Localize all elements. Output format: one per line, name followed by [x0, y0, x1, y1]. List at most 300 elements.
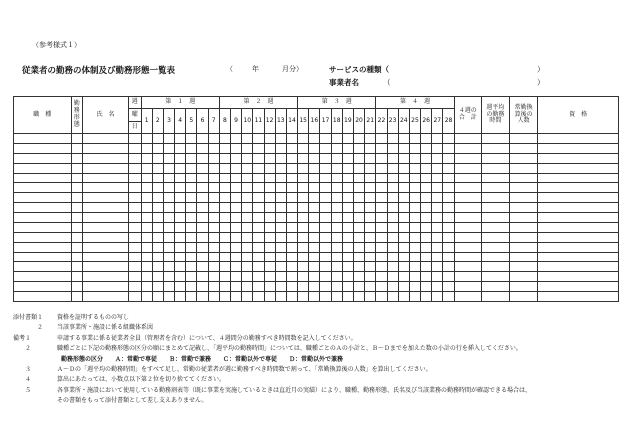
- table-cell[interactable]: [253, 143, 264, 153]
- table-cell[interactable]: [309, 203, 320, 213]
- table-cell[interactable]: [242, 173, 253, 183]
- table-cell[interactable]: [163, 232, 174, 242]
- table-cell[interactable]: [309, 143, 320, 153]
- table-cell[interactable]: [129, 242, 142, 252]
- table-cell[interactable]: [376, 252, 387, 262]
- table-cell[interactable]: [286, 232, 297, 242]
- table-cell[interactable]: [309, 193, 320, 203]
- table-cell[interactable]: [538, 153, 619, 163]
- table-cell[interactable]: [264, 203, 275, 213]
- table-cell[interactable]: [365, 193, 376, 203]
- table-cell[interactable]: [231, 213, 242, 223]
- table-cell[interactable]: [286, 193, 297, 203]
- table-cell[interactable]: [197, 282, 208, 292]
- table-cell[interactable]: [365, 262, 376, 272]
- table-cell[interactable]: [208, 282, 219, 292]
- table-cell[interactable]: [387, 193, 398, 203]
- table-cell[interactable]: [398, 203, 409, 213]
- table-cell[interactable]: [432, 272, 443, 282]
- table-cell[interactable]: [510, 262, 538, 272]
- table-cell[interactable]: [129, 193, 142, 203]
- table-cell[interactable]: [208, 203, 219, 213]
- table-cell[interactable]: [197, 153, 208, 163]
- table-cell[interactable]: [398, 222, 409, 232]
- table-cell[interactable]: [421, 193, 432, 203]
- table-cell[interactable]: [286, 262, 297, 272]
- table-cell[interactable]: [253, 292, 264, 302]
- table-cell[interactable]: [197, 203, 208, 213]
- table-cell[interactable]: [331, 252, 342, 262]
- table-cell[interactable]: [286, 222, 297, 232]
- table-cell[interactable]: [71, 252, 83, 262]
- table-cell[interactable]: [320, 143, 331, 153]
- table-cell[interactable]: [387, 143, 398, 153]
- table-cell[interactable]: [342, 134, 353, 144]
- table-cell[interactable]: [231, 134, 242, 144]
- table-cell[interactable]: [152, 232, 163, 242]
- table-cell[interactable]: [443, 232, 454, 242]
- table-cell[interactable]: [481, 163, 509, 173]
- table-cell[interactable]: [71, 242, 83, 252]
- table-cell[interactable]: [510, 292, 538, 302]
- table-cell[interactable]: [538, 213, 619, 223]
- table-cell[interactable]: [320, 163, 331, 173]
- table-cell[interactable]: [14, 143, 72, 153]
- table-cell[interactable]: [197, 163, 208, 173]
- table-cell[interactable]: [286, 134, 297, 144]
- table-cell[interactable]: [398, 242, 409, 252]
- table-cell[interactable]: [253, 222, 264, 232]
- table-cell[interactable]: [320, 232, 331, 242]
- table-cell[interactable]: [71, 292, 83, 302]
- table-cell[interactable]: [242, 252, 253, 262]
- table-cell[interactable]: [186, 203, 197, 213]
- table-cell[interactable]: [432, 143, 443, 153]
- table-cell[interactable]: [219, 173, 230, 183]
- table-cell[interactable]: [443, 193, 454, 203]
- table-cell[interactable]: [253, 183, 264, 193]
- table-cell[interactable]: [163, 262, 174, 272]
- table-cell[interactable]: [481, 232, 509, 242]
- table-cell[interactable]: [197, 183, 208, 193]
- table-cell[interactable]: [175, 173, 186, 183]
- table-cell[interactable]: [353, 252, 364, 262]
- table-cell[interactable]: [331, 203, 342, 213]
- table-cell[interactable]: [331, 163, 342, 173]
- table-cell[interactable]: [443, 143, 454, 153]
- table-cell[interactable]: [186, 252, 197, 262]
- table-cell[interactable]: [353, 213, 364, 223]
- table-cell[interactable]: [253, 153, 264, 163]
- table-cell[interactable]: [286, 242, 297, 252]
- table-cell[interactable]: [163, 193, 174, 203]
- table-cell[interactable]: [387, 222, 398, 232]
- table-cell[interactable]: [309, 292, 320, 302]
- table-cell[interactable]: [275, 272, 286, 282]
- table-cell[interactable]: [186, 222, 197, 232]
- table-cell[interactable]: [208, 252, 219, 262]
- table-cell[interactable]: [197, 292, 208, 302]
- table-cell[interactable]: [175, 153, 186, 163]
- table-cell[interactable]: [71, 193, 83, 203]
- table-cell[interactable]: [398, 193, 409, 203]
- table-cell[interactable]: [163, 282, 174, 292]
- table-cell[interactable]: [421, 153, 432, 163]
- table-cell[interactable]: [298, 163, 309, 173]
- table-cell[interactable]: [264, 193, 275, 203]
- table-cell[interactable]: [331, 272, 342, 282]
- table-cell[interactable]: [454, 282, 481, 292]
- table-cell[interactable]: [342, 173, 353, 183]
- table-cell[interactable]: [197, 143, 208, 153]
- table-cell[interactable]: [376, 183, 387, 193]
- table-cell[interactable]: [129, 203, 142, 213]
- table-cell[interactable]: [129, 183, 142, 193]
- table-cell[interactable]: [219, 143, 230, 153]
- table-cell[interactable]: [342, 222, 353, 232]
- table-cell[interactable]: [309, 282, 320, 292]
- table-cell[interactable]: [421, 252, 432, 262]
- table-cell[interactable]: [219, 222, 230, 232]
- table-cell[interactable]: [175, 242, 186, 252]
- table-cell[interactable]: [342, 163, 353, 173]
- table-cell[interactable]: [141, 183, 152, 193]
- table-cell[interactable]: [365, 272, 376, 282]
- table-cell[interactable]: [432, 213, 443, 223]
- table-cell[interactable]: [129, 173, 142, 183]
- table-cell[interactable]: [264, 213, 275, 223]
- table-cell[interactable]: [481, 262, 509, 272]
- table-cell[interactable]: [242, 183, 253, 193]
- table-cell[interactable]: [219, 193, 230, 203]
- table-cell[interactable]: [231, 252, 242, 262]
- table-cell[interactable]: [231, 242, 242, 252]
- table-cell[interactable]: [481, 173, 509, 183]
- table-cell[interactable]: [331, 153, 342, 163]
- table-cell[interactable]: [353, 222, 364, 232]
- table-cell[interactable]: [481, 292, 509, 302]
- table-cell[interactable]: [186, 272, 197, 282]
- table-cell[interactable]: [454, 213, 481, 223]
- table-cell[interactable]: [186, 292, 197, 302]
- table-cell[interactable]: [432, 282, 443, 292]
- table-cell[interactable]: [376, 134, 387, 144]
- table-cell[interactable]: [387, 282, 398, 292]
- table-cell[interactable]: [152, 183, 163, 193]
- table-cell[interactable]: [365, 163, 376, 173]
- table-cell[interactable]: [275, 252, 286, 262]
- table-cell[interactable]: [331, 134, 342, 144]
- table-cell[interactable]: [208, 143, 219, 153]
- table-cell[interactable]: [186, 193, 197, 203]
- table-cell[interactable]: [275, 163, 286, 173]
- table-cell[interactable]: [219, 282, 230, 292]
- table-cell[interactable]: [387, 183, 398, 193]
- table-cell[interactable]: [197, 262, 208, 272]
- table-cell[interactable]: [186, 232, 197, 242]
- table-cell[interactable]: [376, 193, 387, 203]
- table-cell[interactable]: [208, 173, 219, 183]
- table-cell[interactable]: [298, 242, 309, 252]
- table-cell[interactable]: [298, 232, 309, 242]
- table-cell[interactable]: [365, 143, 376, 153]
- table-cell[interactable]: [421, 282, 432, 292]
- table-cell[interactable]: [264, 242, 275, 252]
- table-cell[interactable]: [219, 262, 230, 272]
- table-cell[interactable]: [342, 272, 353, 282]
- table-cell[interactable]: [398, 213, 409, 223]
- table-cell[interactable]: [454, 153, 481, 163]
- table-cell[interactable]: [83, 213, 129, 223]
- table-cell[interactable]: [175, 252, 186, 262]
- table-cell[interactable]: [481, 213, 509, 223]
- table-cell[interactable]: [365, 134, 376, 144]
- table-cell[interactable]: [365, 242, 376, 252]
- table-cell[interactable]: [152, 282, 163, 292]
- table-cell[interactable]: [242, 163, 253, 173]
- table-cell[interactable]: [398, 272, 409, 282]
- table-cell[interactable]: [14, 183, 72, 193]
- table-cell[interactable]: [342, 153, 353, 163]
- table-cell[interactable]: [409, 262, 420, 272]
- table-cell[interactable]: [342, 183, 353, 193]
- table-cell[interactable]: [443, 242, 454, 252]
- table-cell[interactable]: [443, 213, 454, 223]
- table-cell[interactable]: [320, 262, 331, 272]
- table-cell[interactable]: [510, 173, 538, 183]
- table-cell[interactable]: [242, 134, 253, 144]
- table-cell[interactable]: [510, 203, 538, 213]
- table-cell[interactable]: [481, 143, 509, 153]
- table-cell[interactable]: [175, 292, 186, 302]
- table-cell[interactable]: [129, 232, 142, 242]
- table-cell[interactable]: [342, 292, 353, 302]
- table-cell[interactable]: [219, 232, 230, 242]
- table-cell[interactable]: [298, 193, 309, 203]
- table-cell[interactable]: [186, 173, 197, 183]
- table-cell[interactable]: [186, 163, 197, 173]
- table-cell[interactable]: [409, 232, 420, 242]
- table-cell[interactable]: [443, 292, 454, 302]
- table-cell[interactable]: [331, 242, 342, 252]
- table-cell[interactable]: [152, 242, 163, 252]
- table-cell[interactable]: [219, 292, 230, 302]
- table-cell[interactable]: [163, 252, 174, 262]
- table-cell[interactable]: [353, 193, 364, 203]
- table-cell[interactable]: [175, 163, 186, 173]
- table-cell[interactable]: [208, 153, 219, 163]
- table-cell[interactable]: [409, 222, 420, 232]
- table-cell[interactable]: [298, 173, 309, 183]
- table-cell[interactable]: [387, 163, 398, 173]
- table-cell[interactable]: [152, 134, 163, 144]
- table-cell[interactable]: [365, 222, 376, 232]
- table-cell[interactable]: [71, 213, 83, 223]
- table-cell[interactable]: [421, 173, 432, 183]
- table-cell[interactable]: [421, 272, 432, 282]
- table-cell[interactable]: [14, 272, 72, 282]
- table-cell[interactable]: [253, 282, 264, 292]
- table-cell[interactable]: [443, 282, 454, 292]
- table-cell[interactable]: [208, 242, 219, 252]
- table-cell[interactable]: [71, 134, 83, 144]
- table-cell[interactable]: [454, 242, 481, 252]
- table-cell[interactable]: [231, 272, 242, 282]
- table-cell[interactable]: [242, 262, 253, 272]
- table-cell[interactable]: [253, 203, 264, 213]
- table-cell[interactable]: [83, 173, 129, 183]
- table-cell[interactable]: [231, 163, 242, 173]
- table-cell[interactable]: [71, 163, 83, 173]
- table-cell[interactable]: [309, 134, 320, 144]
- table-cell[interactable]: [538, 252, 619, 262]
- table-cell[interactable]: [342, 262, 353, 272]
- table-cell[interactable]: [141, 153, 152, 163]
- table-cell[interactable]: [286, 213, 297, 223]
- table-cell[interactable]: [376, 173, 387, 183]
- table-cell[interactable]: [387, 252, 398, 262]
- table-cell[interactable]: [242, 193, 253, 203]
- table-cell[interactable]: [432, 173, 443, 183]
- table-cell[interactable]: [331, 292, 342, 302]
- table-cell[interactable]: [141, 173, 152, 183]
- table-cell[interactable]: [163, 272, 174, 282]
- table-cell[interactable]: [398, 232, 409, 242]
- table-cell[interactable]: [331, 282, 342, 292]
- table-cell[interactable]: [286, 163, 297, 173]
- table-cell[interactable]: [264, 282, 275, 292]
- table-cell[interactable]: [331, 222, 342, 232]
- table-cell[interactable]: [231, 153, 242, 163]
- table-cell[interactable]: [454, 173, 481, 183]
- table-cell[interactable]: [538, 262, 619, 272]
- table-cell[interactable]: [83, 203, 129, 213]
- table-cell[interactable]: [197, 134, 208, 144]
- table-cell[interactable]: [421, 262, 432, 272]
- table-cell[interactable]: [298, 153, 309, 163]
- table-cell[interactable]: [14, 213, 72, 223]
- table-cell[interactable]: [376, 292, 387, 302]
- table-cell[interactable]: [387, 262, 398, 272]
- table-cell[interactable]: [510, 143, 538, 153]
- table-cell[interactable]: [186, 213, 197, 223]
- table-cell[interactable]: [264, 173, 275, 183]
- table-cell[interactable]: [409, 282, 420, 292]
- table-cell[interactable]: [253, 134, 264, 144]
- table-cell[interactable]: [443, 262, 454, 272]
- table-cell[interactable]: [331, 262, 342, 272]
- table-cell[interactable]: [141, 203, 152, 213]
- table-cell[interactable]: [481, 242, 509, 252]
- table-cell[interactable]: [231, 232, 242, 242]
- table-cell[interactable]: [454, 252, 481, 262]
- table-cell[interactable]: [141, 292, 152, 302]
- table-cell[interactable]: [286, 252, 297, 262]
- table-cell[interactable]: [231, 193, 242, 203]
- table-cell[interactable]: [175, 262, 186, 272]
- table-cell[interactable]: [432, 292, 443, 302]
- table-cell[interactable]: [342, 143, 353, 153]
- table-cell[interactable]: [264, 222, 275, 232]
- table-cell[interactable]: [538, 232, 619, 242]
- table-cell[interactable]: [264, 183, 275, 193]
- table-cell[interactable]: [129, 252, 142, 262]
- table-cell[interactable]: [71, 262, 83, 272]
- table-cell[interactable]: [163, 292, 174, 302]
- table-cell[interactable]: [275, 173, 286, 183]
- table-cell[interactable]: [432, 203, 443, 213]
- table-cell[interactable]: [443, 203, 454, 213]
- table-cell[interactable]: [298, 222, 309, 232]
- table-cell[interactable]: [141, 163, 152, 173]
- table-cell[interactable]: [365, 282, 376, 292]
- table-cell[interactable]: [208, 272, 219, 282]
- table-cell[interactable]: [152, 222, 163, 232]
- table-cell[interactable]: [409, 134, 420, 144]
- table-cell[interactable]: [186, 153, 197, 163]
- table-cell[interactable]: [353, 143, 364, 153]
- table-cell[interactable]: [481, 134, 509, 144]
- table-cell[interactable]: [197, 222, 208, 232]
- table-cell[interactable]: [353, 232, 364, 242]
- table-cell[interactable]: [342, 252, 353, 262]
- table-cell[interactable]: [197, 213, 208, 223]
- table-cell[interactable]: [421, 242, 432, 252]
- table-cell[interactable]: [83, 193, 129, 203]
- table-cell[interactable]: [242, 222, 253, 232]
- table-cell[interactable]: [231, 183, 242, 193]
- table-cell[interactable]: [481, 222, 509, 232]
- table-cell[interactable]: [376, 153, 387, 163]
- table-cell[interactable]: [219, 242, 230, 252]
- table-cell[interactable]: [331, 232, 342, 242]
- table-cell[interactable]: [129, 272, 142, 282]
- table-cell[interactable]: [298, 183, 309, 193]
- table-cell[interactable]: [129, 163, 142, 173]
- table-cell[interactable]: [454, 262, 481, 272]
- table-cell[interactable]: [197, 252, 208, 262]
- table-cell[interactable]: [14, 222, 72, 232]
- table-cell[interactable]: [83, 153, 129, 163]
- table-cell[interactable]: [242, 153, 253, 163]
- table-cell[interactable]: [208, 193, 219, 203]
- table-cell[interactable]: [163, 213, 174, 223]
- table-cell[interactable]: [376, 242, 387, 252]
- table-cell[interactable]: [71, 183, 83, 193]
- table-cell[interactable]: [152, 193, 163, 203]
- table-cell[interactable]: [208, 292, 219, 302]
- table-cell[interactable]: [129, 292, 142, 302]
- table-cell[interactable]: [421, 222, 432, 232]
- table-cell[interactable]: [175, 134, 186, 144]
- table-cell[interactable]: [309, 272, 320, 282]
- table-cell[interactable]: [14, 203, 72, 213]
- table-cell[interactable]: [432, 222, 443, 232]
- table-cell[interactable]: [231, 143, 242, 153]
- table-cell[interactable]: [481, 193, 509, 203]
- table-cell[interactable]: [14, 163, 72, 173]
- table-cell[interactable]: [454, 193, 481, 203]
- table-cell[interactable]: [353, 163, 364, 173]
- table-cell[interactable]: [298, 292, 309, 302]
- table-cell[interactable]: [298, 272, 309, 282]
- table-cell[interactable]: [353, 292, 364, 302]
- table-cell[interactable]: [365, 252, 376, 262]
- table-cell[interactable]: [432, 153, 443, 163]
- table-cell[interactable]: [208, 134, 219, 144]
- table-cell[interactable]: [398, 163, 409, 173]
- table-cell[interactable]: [71, 173, 83, 183]
